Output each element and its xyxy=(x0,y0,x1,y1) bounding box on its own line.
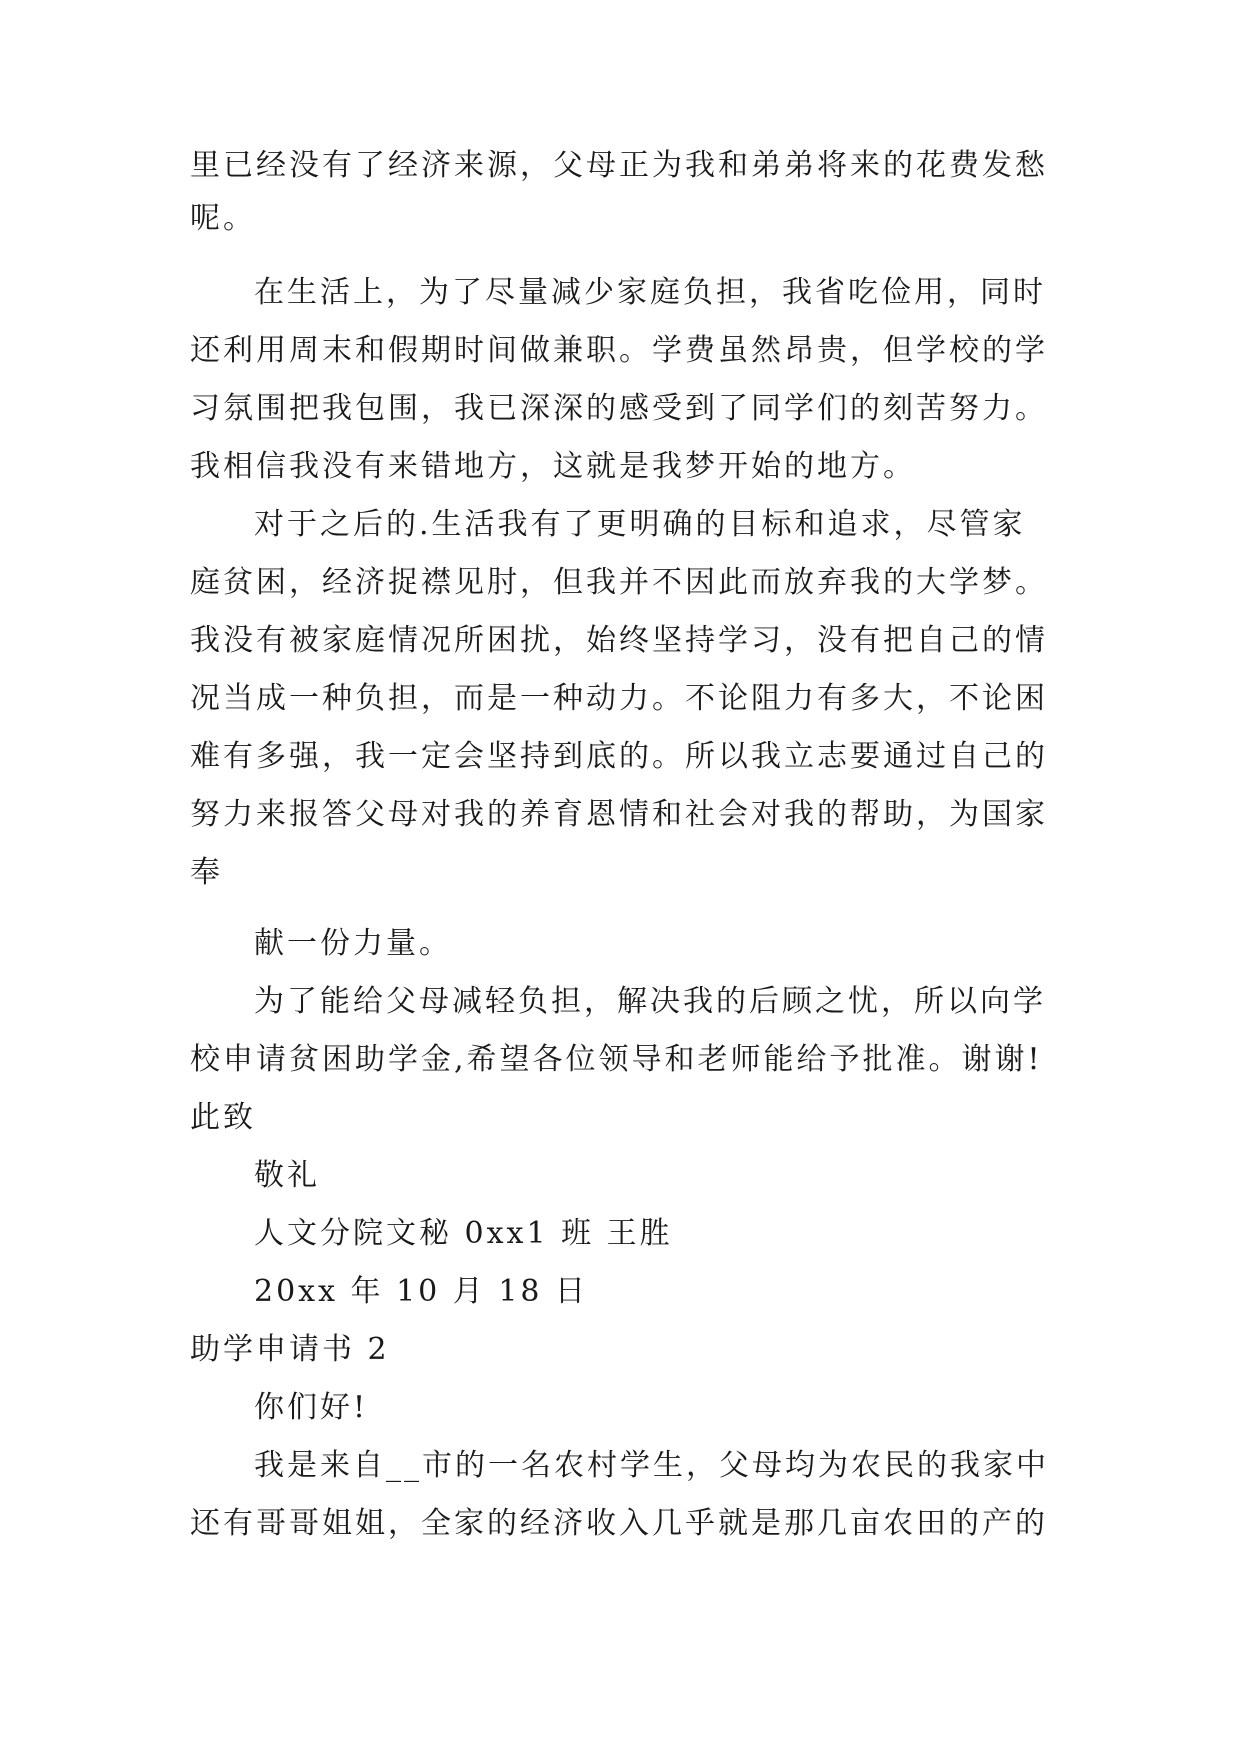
text-line: 难有多强，我一定会坚持到底的。所以我立志要通过自己的 xyxy=(190,739,1048,774)
text-line: 况当成一种负担，而是一种动力。不论阻力有多大，不论困 xyxy=(190,681,1048,716)
closing-salutation: 敬礼 xyxy=(254,1158,320,1193)
text-line: 里已经没有了经济来源，父母正为我和弟弟将来的花费发愁 xyxy=(190,148,1048,183)
text-line: 还利用周末和假期时间做兼职。学费虽然昂贵，但学校的学 xyxy=(190,333,1048,368)
text-line: 我是来自__市的一名农村学生，父母均为农民的我家中 xyxy=(254,1448,1049,1483)
text-line: 献一份力量。 xyxy=(254,926,452,961)
text-line: 在生活上，为了尽量减少家庭负担，我省吃俭用，同时 xyxy=(254,275,1046,310)
text-line: 庭贫困，经济捉襟见肘，但我并不因此而放弃我的大学梦。 xyxy=(190,565,1048,600)
text-line: 对于之后的.生活我有了更明确的目标和追求，尽管家 xyxy=(254,507,1026,542)
text-line: 努力来报答父母对我的养育恩情和社会对我的帮助，为国家 xyxy=(190,797,1048,832)
text-line: 校申请贫困助学金,希望各位领导和老师能给予批准。谢谢! xyxy=(190,1042,1043,1077)
date: 20xx 年 10 月 18 日 xyxy=(254,1274,589,1309)
text-line: 我相信我没有来错地方，这就是我梦开始的地方。 xyxy=(190,449,916,484)
greeting: 你们好! xyxy=(254,1390,369,1425)
text-line: 习氛围把我包围，我已深深的感受到了同学们的刻苦努力。 xyxy=(190,391,1048,426)
text-line: 奉 xyxy=(190,855,223,890)
signature: 人文分院文秘 0xx1 班 王胜 xyxy=(254,1216,673,1251)
section-title: 助学申请书 2 xyxy=(190,1332,390,1367)
text-line: 为了能给父母减轻负担，解决我的后顾之忧，所以向学 xyxy=(254,984,1046,1019)
text-line: 我没有被家庭情况所困扰，始终坚持学习，没有把自己的情 xyxy=(190,623,1048,658)
closing-salutation: 此致 xyxy=(190,1100,256,1135)
text-line: 还有哥哥姐姐，全家的经济收入几乎就是那几亩农田的产的 xyxy=(190,1506,1048,1541)
text-line: 呢。 xyxy=(190,201,256,236)
